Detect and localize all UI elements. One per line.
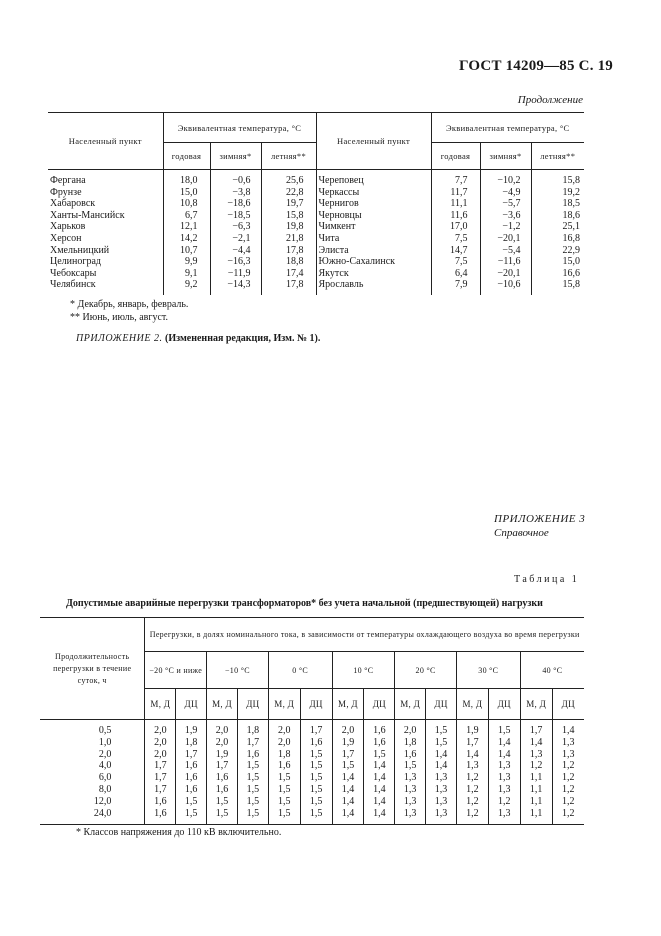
value-cell: 1,3 — [488, 808, 520, 825]
col-year-left: годовая — [163, 143, 210, 170]
note-winter: * Декабрь, январь, февраль. — [70, 299, 189, 310]
value-cell: 1,5 — [300, 760, 332, 772]
continued-label: Продолжение — [517, 94, 583, 106]
summer-cell: 15,8 — [261, 210, 316, 222]
value-cell: 1,3 — [395, 796, 426, 808]
summer-cell: 19,7 — [261, 198, 316, 210]
value-cell: 1,5 — [395, 760, 426, 772]
value-cell: 1,9 — [456, 720, 488, 737]
place-cell: Фергана — [48, 170, 163, 187]
place-cell: Ханты-Мансийск — [48, 210, 163, 222]
value-cell: 1,7 — [207, 760, 238, 772]
winter-cell: −10,6 — [480, 279, 531, 295]
winter-cell: −16,3 — [210, 256, 261, 268]
summer-cell: 22,9 — [562, 244, 580, 256]
summer-cell: 18,6 — [562, 209, 580, 221]
value-cell: 1,5 — [268, 808, 300, 825]
table1-body — [48, 170, 584, 295]
year-cell: 7,9 — [431, 279, 480, 295]
value-cell: 1,5 — [237, 784, 268, 796]
summer-cell: 17,8 — [261, 245, 316, 257]
subheader-dc: ДЦ — [561, 699, 575, 709]
summer-cell: 19,8 — [261, 221, 316, 233]
value-cell: 1,1 — [520, 772, 552, 784]
value-cell: 1,6 — [207, 772, 238, 784]
value-cell: 1,6 — [207, 784, 238, 796]
value-cell: 1,3 — [488, 760, 520, 772]
value-cell: 1,4 — [488, 737, 520, 749]
summer-cell: 16,8 — [562, 232, 580, 244]
col-summer-left: летняя** — [261, 143, 316, 170]
table-row — [48, 279, 584, 295]
page-header-title: ГОСТ 14209—85 С. 19 — [459, 58, 613, 74]
subheader-md: М, Д — [207, 689, 238, 720]
table1-header-row-1 — [48, 113, 584, 143]
value-cell: 1,3 — [488, 784, 520, 796]
value-cell: 1,4 — [332, 796, 364, 808]
winter-cell: −3,6 — [480, 210, 531, 222]
year-cell: 14,7 — [431, 245, 480, 257]
value-cell: 1,3 — [562, 748, 575, 760]
summer-cell: 15,0 — [562, 256, 580, 268]
value-cell: 1,1 — [520, 796, 552, 808]
duration-cell: 24,0 — [40, 808, 145, 825]
place-cell: Херсон — [48, 233, 163, 245]
winter-cell: −5,4 — [480, 245, 531, 257]
value-cell: 1,2 — [562, 783, 575, 795]
value-cell: 1,7 — [176, 749, 207, 761]
table-row — [40, 772, 584, 784]
col-winter-right: зимняя* — [480, 143, 531, 170]
value-cell: 1,5 — [176, 796, 207, 808]
summer-cell: 16,6 — [562, 267, 580, 279]
winter-cell: −20,1 — [480, 268, 531, 280]
appendix-2-label: ПРИЛОЖЕНИЕ 2. — [76, 333, 163, 344]
value-cell: 1,5 — [207, 796, 238, 808]
value-cell: 1,3 — [395, 784, 426, 796]
value-cell: 1,5 — [364, 749, 395, 761]
value-cell: 1,2 — [488, 796, 520, 808]
value-cell: 1,7 — [145, 784, 176, 796]
summer-cell: 22,8 — [261, 187, 316, 199]
col-place-right: Населенный пункт — [316, 113, 431, 170]
table-row — [48, 210, 584, 222]
summer-cell: 15,8 — [562, 279, 580, 291]
subheader-md: М, Д — [456, 689, 488, 720]
value-cell: 1,7 — [300, 720, 332, 737]
value-cell: 1,6 — [268, 760, 300, 772]
value-cell: 1,5 — [426, 737, 457, 749]
winter-cell: −11,9 — [210, 268, 261, 280]
value-cell: 1,2 — [520, 760, 552, 772]
year-cell: 12,1 — [163, 221, 210, 233]
subheader-dc: ДЦ — [488, 689, 520, 720]
value-cell: 1,3 — [426, 808, 457, 825]
temp-header: 10 °С — [332, 652, 395, 689]
year-cell: 17,0 — [431, 221, 480, 233]
winter-cell: −18,6 — [210, 198, 261, 210]
place-cell: Черновцы — [316, 210, 431, 222]
value-cell: 1,3 — [562, 736, 575, 748]
value-cell: 1,6 — [364, 737, 395, 749]
value-cell: 1,1 — [520, 784, 552, 796]
table2-title: Допустимые аварийные перегрузки трансформаторов* без учета начальной (предшествующей) нагрузки — [66, 598, 543, 609]
value-cell: 1,5 — [488, 720, 520, 737]
table2-header-row-1 — [40, 618, 584, 652]
duration-cell: 6,0 — [40, 772, 145, 784]
value-cell: 1,5 — [237, 760, 268, 772]
value-cell: 1,5 — [176, 808, 207, 825]
value-cell: 1,2 — [456, 772, 488, 784]
value-cell: 1,4 — [364, 784, 395, 796]
table-row — [40, 737, 584, 749]
year-cell: 6,4 — [431, 268, 480, 280]
subheader-dc: ДЦ — [364, 689, 395, 720]
winter-cell: −3,8 — [210, 187, 261, 199]
value-cell: 1,2 — [562, 772, 575, 784]
place-cell: Чита — [316, 233, 431, 245]
col-winter-left: зимняя* — [210, 143, 261, 170]
value-cell: 1,5 — [237, 808, 268, 825]
value-cell: 2,0 — [395, 720, 426, 737]
value-cell: 1,5 — [268, 772, 300, 784]
place-cell: Элиста — [316, 245, 431, 257]
value-cell: 1,4 — [426, 760, 457, 772]
appendix-2-note — [76, 333, 320, 344]
value-cell: 1,7 — [237, 737, 268, 749]
year-cell: 7,5 — [431, 256, 480, 268]
value-cell: 1,5 — [300, 772, 332, 784]
col-duration: Продолжительность перегрузки в течение суток, ч — [40, 618, 145, 720]
winter-cell: −14,3 — [210, 279, 261, 295]
value-cell: 1,8 — [176, 737, 207, 749]
winter-cell: −4,4 — [210, 245, 261, 257]
subheader-dc: ДЦ — [300, 689, 332, 720]
col-place-left: Населенный пункт — [48, 113, 163, 170]
year-cell: 6,7 — [163, 210, 210, 222]
place-cell: Харьков — [48, 221, 163, 233]
duration-cell: 12,0 — [40, 796, 145, 808]
subheader-md: М, Д — [145, 689, 176, 720]
value-cell: 1,7 — [332, 749, 364, 761]
table2-body — [40, 720, 584, 825]
value-cell: 1,3 — [395, 772, 426, 784]
temp-header: 30 °С — [456, 652, 520, 689]
value-cell: 1,8 — [268, 749, 300, 761]
table-row — [40, 749, 584, 761]
table-row — [48, 256, 584, 268]
subheader-md: М, Д — [268, 689, 300, 720]
table-row — [40, 796, 584, 808]
value-cell: 1,4 — [332, 772, 364, 784]
summer-cell: 17,4 — [261, 268, 316, 280]
place-cell: Черкассы — [316, 187, 431, 199]
place-cell: Хмельницкий — [48, 245, 163, 257]
place-cell: Фрунзе — [48, 187, 163, 199]
temp-header: 40 °С — [542, 665, 563, 675]
value-cell: 1,5 — [300, 796, 332, 808]
winter-cell: −10,2 — [480, 170, 531, 187]
table-row — [40, 808, 584, 825]
overload-table — [40, 617, 584, 825]
value-cell: 1,7 — [520, 720, 552, 737]
winter-cell: −2,1 — [210, 233, 261, 245]
value-cell: 1,5 — [300, 784, 332, 796]
subheader-md: М, Д — [520, 689, 552, 720]
value-cell: 2,0 — [207, 737, 238, 749]
temp-header: −10 °С — [207, 652, 269, 689]
subheader-md: М, Д — [395, 689, 426, 720]
subheader-md: М, Д — [332, 689, 364, 720]
place-cell: Южно-Сахалинск — [316, 256, 431, 268]
value-cell: 2,0 — [207, 720, 238, 737]
summer-cell: 15,8 — [562, 175, 580, 186]
value-cell: 1,4 — [364, 808, 395, 825]
value-cell: 1,5 — [426, 720, 457, 737]
table-row — [40, 760, 584, 772]
value-cell: 1,4 — [456, 749, 488, 761]
table2-footnote: * Классов напряжения до 110 кВ включительно. — [76, 827, 282, 838]
summer-cell: 25,6 — [261, 170, 316, 187]
value-cell: 1,5 — [300, 749, 332, 761]
value-cell: 1,6 — [176, 784, 207, 796]
value-cell: 1,1 — [520, 808, 552, 825]
appendix-3-sub: Справочное — [494, 527, 549, 539]
winter-cell: −18,5 — [210, 210, 261, 222]
table-number: Таблица 1 — [514, 574, 580, 585]
place-cell: Ярославль — [316, 279, 431, 295]
duration-cell: 2,0 — [40, 749, 145, 761]
table-row — [48, 233, 584, 245]
value-cell: 1,9 — [207, 749, 238, 761]
year-cell: 11,7 — [431, 187, 480, 199]
value-cell: 1,4 — [332, 784, 364, 796]
value-cell: 1,4 — [426, 749, 457, 761]
value-cell: 1,2 — [456, 796, 488, 808]
winter-cell: −4,9 — [480, 187, 531, 199]
table-row — [48, 268, 584, 280]
value-cell: 1,3 — [426, 784, 457, 796]
temp-header: −20 °С и ниже — [145, 652, 207, 689]
value-cell: 1,4 — [520, 737, 552, 749]
value-cell: 1,3 — [426, 796, 457, 808]
value-cell: 1,6 — [176, 760, 207, 772]
note-summer: ** Июнь, июль, август. — [70, 312, 169, 323]
winter-cell: −6,3 — [210, 221, 261, 233]
duration-cell: 4,0 — [40, 760, 145, 772]
table-row — [40, 784, 584, 796]
value-cell: 1,4 — [488, 749, 520, 761]
subheader-dc: ДЦ — [176, 689, 207, 720]
value-cell: 1,4 — [364, 760, 395, 772]
summer-cell: 17,8 — [261, 279, 316, 295]
value-cell: 1,5 — [207, 808, 238, 825]
table-row — [48, 170, 584, 187]
value-cell: 1,7 — [456, 737, 488, 749]
value-cell: 1,2 — [562, 760, 575, 772]
subheader-dc: ДЦ — [237, 689, 268, 720]
winter-cell: −11,6 — [480, 256, 531, 268]
year-cell: 9,2 — [163, 279, 210, 295]
summer-cell: 19,2 — [562, 186, 580, 198]
value-cell: 1,7 — [145, 760, 176, 772]
value-cell: 1,4 — [364, 772, 395, 784]
year-cell: 7,7 — [431, 170, 480, 187]
value-cell: 1,4 — [332, 808, 364, 825]
year-cell: 11,1 — [431, 198, 480, 210]
col-summer-right: летняя** — [531, 143, 584, 170]
table-row — [48, 198, 584, 210]
temp-header: 20 °С — [395, 652, 457, 689]
value-cell: 1,6 — [145, 808, 176, 825]
place-cell: Чебоксары — [48, 268, 163, 280]
place-cell: Целиноград — [48, 256, 163, 268]
summer-cell: 25,1 — [562, 221, 580, 233]
place-cell: Хабаровск — [48, 198, 163, 210]
duration-cell: 8,0 — [40, 784, 145, 796]
value-cell: 1,4 — [562, 725, 575, 736]
year-cell: 11,6 — [431, 210, 480, 222]
value-cell: 1,4 — [364, 796, 395, 808]
duration-cell: 0,5 — [40, 720, 145, 737]
value-cell: 1,9 — [332, 737, 364, 749]
table-row — [48, 187, 584, 199]
value-cell: 2,0 — [145, 720, 176, 737]
subheader-dc: ДЦ — [426, 689, 457, 720]
year-cell: 9,9 — [163, 256, 210, 268]
value-cell: 1,9 — [176, 720, 207, 737]
appendix-3-label: ПРИЛОЖЕНИЕ 3 — [494, 513, 586, 525]
summer-cell: 21,8 — [261, 233, 316, 245]
year-cell: 15,0 — [163, 187, 210, 199]
winter-cell: −20,1 — [480, 233, 531, 245]
col-overload: Перегрузки, в долях номинального тока, в зависимости от температуры охлаждающего воздуха во время перегрузки — [145, 618, 584, 652]
value-cell: 2,0 — [268, 720, 300, 737]
value-cell: 1,2 — [456, 808, 488, 825]
value-cell: 2,0 — [145, 749, 176, 761]
value-cell: 1,3 — [456, 760, 488, 772]
value-cell: 1,8 — [395, 737, 426, 749]
col-equiv-left: Эквивалентная температура, °С — [163, 113, 316, 143]
value-cell: 1,7 — [145, 772, 176, 784]
value-cell: 1,2 — [562, 807, 575, 819]
equivalent-temperature-table — [48, 112, 584, 295]
summer-cell: 18,8 — [261, 256, 316, 268]
col-year-right: годовая — [431, 143, 480, 170]
value-cell: 1,6 — [145, 796, 176, 808]
value-cell: 2,0 — [332, 720, 364, 737]
value-cell: 1,3 — [426, 772, 457, 784]
value-cell: 2,0 — [145, 737, 176, 749]
value-cell: 1,6 — [176, 772, 207, 784]
winter-cell: −5,7 — [480, 198, 531, 210]
appendix-2-text: (Измененная редакция, Изм. № 1). — [162, 333, 321, 344]
year-cell: 10,7 — [163, 245, 210, 257]
value-cell: 1,2 — [456, 784, 488, 796]
value-cell: 1,3 — [488, 772, 520, 784]
winter-cell: −1,2 — [480, 221, 531, 233]
place-cell: Якутск — [316, 268, 431, 280]
value-cell: 1,6 — [395, 749, 426, 761]
value-cell: 1,8 — [237, 720, 268, 737]
value-cell: 1,6 — [237, 749, 268, 761]
winter-cell: −0,6 — [210, 170, 261, 187]
value-cell: 1,6 — [364, 720, 395, 737]
year-cell: 14,2 — [163, 233, 210, 245]
table-row — [40, 720, 584, 737]
value-cell: 1,5 — [237, 772, 268, 784]
value-cell: 2,0 — [268, 737, 300, 749]
year-cell: 9,1 — [163, 268, 210, 280]
value-cell: 1,2 — [562, 795, 575, 807]
year-cell: 18,0 — [163, 170, 210, 187]
place-cell: Челябинск — [48, 279, 163, 295]
value-cell: 1,3 — [520, 749, 552, 761]
place-cell: Чернигов — [316, 198, 431, 210]
col-equiv-right: Эквивалентная температура, °С — [431, 113, 584, 143]
table-row — [48, 221, 584, 233]
value-cell: 1,5 — [268, 784, 300, 796]
place-cell: Чимкент — [316, 221, 431, 233]
value-cell: 1,5 — [332, 760, 364, 772]
appendix-3-heading — [494, 512, 585, 540]
place-cell: Череповец — [316, 170, 431, 187]
value-cell: 1,6 — [300, 737, 332, 749]
table-row — [48, 245, 584, 257]
summer-cell: 18,5 — [562, 198, 580, 210]
temp-header: 0 °С — [268, 652, 332, 689]
value-cell: 1,5 — [268, 796, 300, 808]
year-cell: 10,8 — [163, 198, 210, 210]
year-cell: 7,5 — [431, 233, 480, 245]
value-cell: 1,5 — [300, 808, 332, 825]
value-cell: 1,3 — [395, 808, 426, 825]
value-cell: 1,5 — [237, 796, 268, 808]
duration-cell: 1,0 — [40, 737, 145, 749]
